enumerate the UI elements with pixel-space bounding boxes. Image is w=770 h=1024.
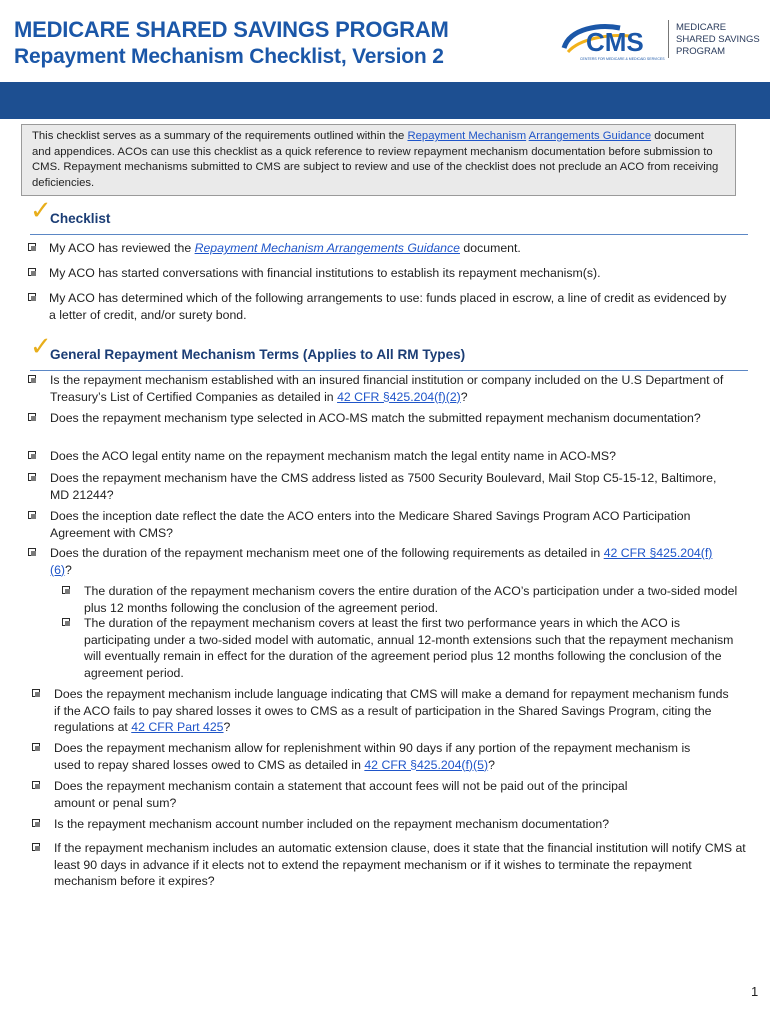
checkbox[interactable] [32,843,40,851]
checkmark-icon: ✓ [30,196,52,226]
question-text-end: ? [65,562,72,577]
checklist-item [28,290,733,323]
checkbox[interactable] [28,375,36,383]
regulation-link[interactable]: 42 CFR §425.204(f)(2) [337,389,461,404]
regulation-link[interactable]: 42 CFR §425.204(f)(5) [364,757,489,772]
checkbox[interactable] [28,473,36,481]
subitem-text: The duration of the repayment mechanism covers at least the first two performance years in which the ACO is participating under a two-sided model with automatic, annual 12-month extensions such that the repayment mechanism will eventually remain in effect for the duration of the agreement period plus 12 months following the conclusion of the agreement period. [84,616,734,680]
checkbox[interactable] [62,586,70,594]
checklist-section-header [30,196,748,235]
checkbox[interactable] [28,413,36,421]
question-text: Is the repayment mechanism established with an insured financial institution or company included on the U.S Department of Treasury’s List of Certified Companies as detailed in [50,373,724,404]
header-banner [0,82,770,119]
duration-subitem [62,615,747,681]
guidance-link-part1[interactable]: Repayment Mechanism [407,130,527,142]
guidance-link[interactable]: Repayment Mechanism Arrangements Guidance [194,241,460,255]
checkbox[interactable] [32,781,40,789]
intro-text-end: document and appendices. ACOs can use this checklist as a quick reference to review repayment mechanism documentation before submission to CMS. Repayment mechanisms submitted to CMS are subject to review and use of the checklist does not preclude an ACO from receiving deficiencies. [32,130,719,189]
document-subtitle: Repayment Mechanism Checklist, Version 2 [14,45,444,68]
checkbox[interactable] [28,243,36,251]
general-question-item [32,840,747,890]
item-text: My ACO has determined which of the following arrangements to use: funds placed in escrow, a line of credit as evidenced by a letter of credit, and/or surety bond. [49,291,727,322]
section-title: Checklist [50,211,111,226]
item-text: My ACO has reviewed the [49,241,195,255]
section-title: General Repayment Mechanism Terms (Applies to All RM Types) [50,347,466,362]
checkbox[interactable] [62,618,70,626]
general-question-item [28,470,733,503]
subitem-text: The duration of the repayment mechanism covers the entire duration of the ACO’s participation under a two-sided model plus 12 months following the conclusion of the agreement period. [84,584,738,615]
logo-line-3: PROGRAM [676,46,726,57]
logo-line-1: MEDICARE [676,22,727,33]
intro-text-start: This checklist serves as a summary of the requirements outlined within the [32,130,408,142]
general-question-item [28,410,718,427]
question-text: Does the repayment mechanism include language indicating that CMS will make a demand for repayment mechanism funds if the ACO fails to pay shared losses it owes to CMS as a result of participation in the Shared Savings Program, citing the regulations at [54,687,729,734]
checkbox[interactable] [32,689,40,697]
checkbox[interactable] [28,451,36,459]
regulation-link[interactable]: 42 CFR Part 425 [131,720,224,734]
question-text: If the repayment mechanism includes an automatic extension clause, does it state that the financial institution will notify CMS at least 90 days in advance if it elects not to extend the repayment mechanism or if it wishes to terminate the repayment mechanism before it expires? [54,841,746,888]
general-question-item [28,448,733,465]
general-question-item [28,545,718,578]
general-question-item [32,740,712,773]
guidance-link-part2[interactable]: Arrangements Guidance [528,130,652,142]
general-question-item [28,372,733,405]
question-text: Does the inception date reflect the date the ACO enters into the Medicare Shared Savings Program ACO Participation Agreement with CMS? [50,509,691,540]
checklist-item [28,240,733,257]
regulation-link[interactable]: 42 CFR §425.204(f)(6) [50,546,713,577]
logo-line-2: SHARED SAVINGS [676,34,760,45]
question-text: Does the duration of the repayment mechanism meet one of the following requirements as detailed in [50,546,604,560]
question-text-end: ? [460,389,468,404]
question-text: Does the repayment mechanism type selected in ACO-MS match the submitted repayment mechanism documentation? [50,411,701,425]
question-text: Does the repayment mechanism contain a statement that account fees will not be paid out of the principal amount or penal sum? [54,779,628,810]
checkbox[interactable] [32,743,40,751]
cms-logo-mark-icon [560,18,666,62]
question-text: Does the ACO legal entity name on the repayment mechanism match the legal entity name in ACO-MS? [50,449,616,463]
checklist-item [28,265,733,282]
question-text: Does the repayment mechanism allow for replenishment within 90 days if any portion of the repayment mechanism is used to repay shared losses owed to CMS as detailed in [54,741,691,772]
checkbox[interactable] [28,293,36,301]
general-question-item [32,686,737,736]
item-text: My ACO has started conversations with financial institutions to establish its repayment mechanism(s). [49,266,601,280]
logo-program-name [676,22,760,58]
item-text-end: document. [460,241,521,255]
duration-subitem [62,583,747,616]
program-title: MEDICARE SHARED SAVINGS PROGRAM [14,17,449,42]
page-number: 1 [751,984,759,999]
checkmark-icon: ✓ [30,332,52,362]
question-text: Does the repayment mechanism have the CMS address listed as 7500 Security Boulevard, Mail Stop C5-15-12, Baltimore, MD 21244? [50,471,717,502]
question-text: Is the repayment mechanism account number included on the repayment mechanism documentation? [54,817,610,831]
cms-logo-letters: CMS [586,27,644,57]
question-text-end: ? [488,757,495,772]
logo-divider [668,20,669,58]
checkbox[interactable] [28,511,36,519]
intro-box [21,124,736,196]
general-question-item [28,508,718,541]
cms-logo-tagline: CENTERS FOR MEDICARE & MEDICAID SERVICES [580,57,665,61]
checkbox[interactable] [28,548,36,556]
general-terms-section-header [30,332,748,371]
checkbox[interactable] [32,819,40,827]
question-text-end: ? [223,720,231,734]
cms-logo [560,18,770,64]
general-question-item [32,778,662,811]
general-question-item [32,816,737,833]
checkbox[interactable] [28,268,36,276]
